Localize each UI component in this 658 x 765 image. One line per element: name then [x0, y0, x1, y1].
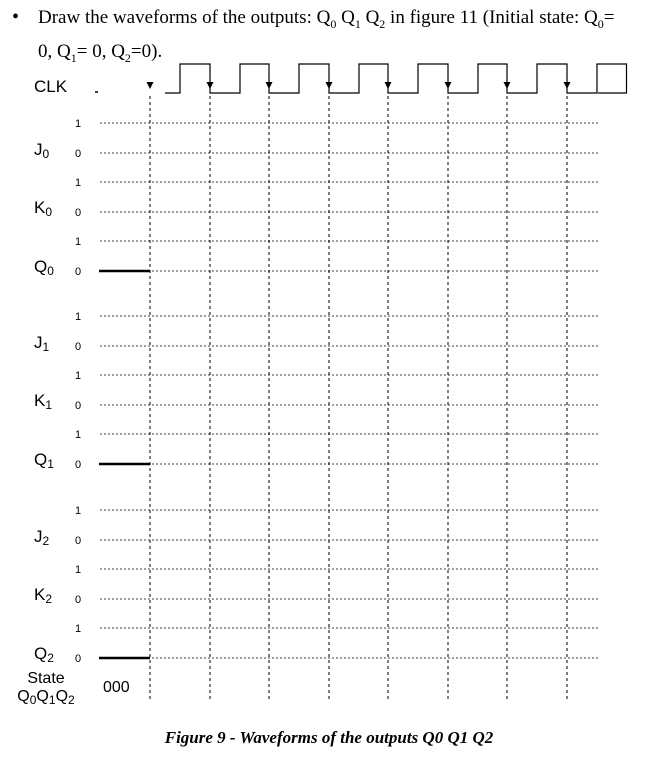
level-low-k2: 0: [75, 594, 82, 606]
clock-waveform: [165, 64, 627, 93]
question-line-1: Draw the waveforms of the outputs: $Q_0$ $Q_1$ $Q_2$ in figure 11 (Initial state: $Q_0=$: [38, 7, 615, 31]
level-low-k1: 0: [75, 400, 82, 412]
signal-label-q0: $Q_0$: [34, 257, 54, 278]
level-high-q1: 1: [75, 429, 82, 441]
level-high-q0: 1: [75, 236, 82, 248]
signal-label-k1: $K_1$: [34, 391, 53, 412]
level-high-k1: 1: [75, 370, 82, 382]
level-low-j0: 0: [75, 148, 82, 160]
signal-label-j1: $J_1$: [34, 333, 50, 354]
clock-edge-arrow: [326, 82, 333, 89]
level-low-q0: 0: [75, 266, 82, 278]
signal-label-q2: $Q_2$: [34, 644, 54, 665]
question-line-2: 0, $Q_1= 0$, $Q_2=0$).: [38, 40, 163, 65]
level-low-k0: 0: [75, 207, 82, 219]
signal-label-j0: $J_0$: [34, 140, 50, 161]
level-low-q1: 0: [75, 459, 82, 471]
signal-label-k2: $K_2$: [34, 585, 53, 606]
level-high-j0: 1: [75, 118, 82, 130]
signal-label-k0: $K_0$: [34, 198, 53, 219]
state-initial-value: 000: [103, 679, 130, 696]
figure-caption: Figure 9 - Waveforms of the outputs Q0 Q1 Q2: [164, 728, 494, 747]
clk-label: CLK: [34, 77, 68, 96]
level-high-j1: 1: [75, 311, 82, 323]
level-high-k0: 1: [75, 177, 82, 189]
level-low-j2: 0: [75, 535, 82, 547]
signal-label-q1: $Q_1$: [34, 450, 54, 471]
clock-edge-arrow: [266, 82, 273, 89]
signal-label-j2: $J_2$: [34, 527, 50, 548]
bullet-marker: •: [12, 6, 20, 28]
level-low-q2: 0: [75, 653, 82, 665]
state-label-qs: $Q_0Q_1Q_2$: [17, 688, 75, 707]
level-high-k2: 1: [75, 564, 82, 576]
level-high-q2: 1: [75, 623, 82, 635]
level-high-j2: 1: [75, 505, 82, 517]
clock-edge-arrow: [207, 82, 214, 89]
state-label: State $Q_0Q_1Q_2$: [8, 670, 84, 707]
level-low-j1: 0: [75, 341, 82, 353]
clock-edge-arrow: [564, 82, 571, 89]
clock-edge-arrow: [445, 82, 452, 89]
clock-edge-arrow: [385, 82, 392, 89]
clock-edge-arrow: [147, 82, 154, 89]
clock-edge-arrow: [504, 82, 511, 89]
